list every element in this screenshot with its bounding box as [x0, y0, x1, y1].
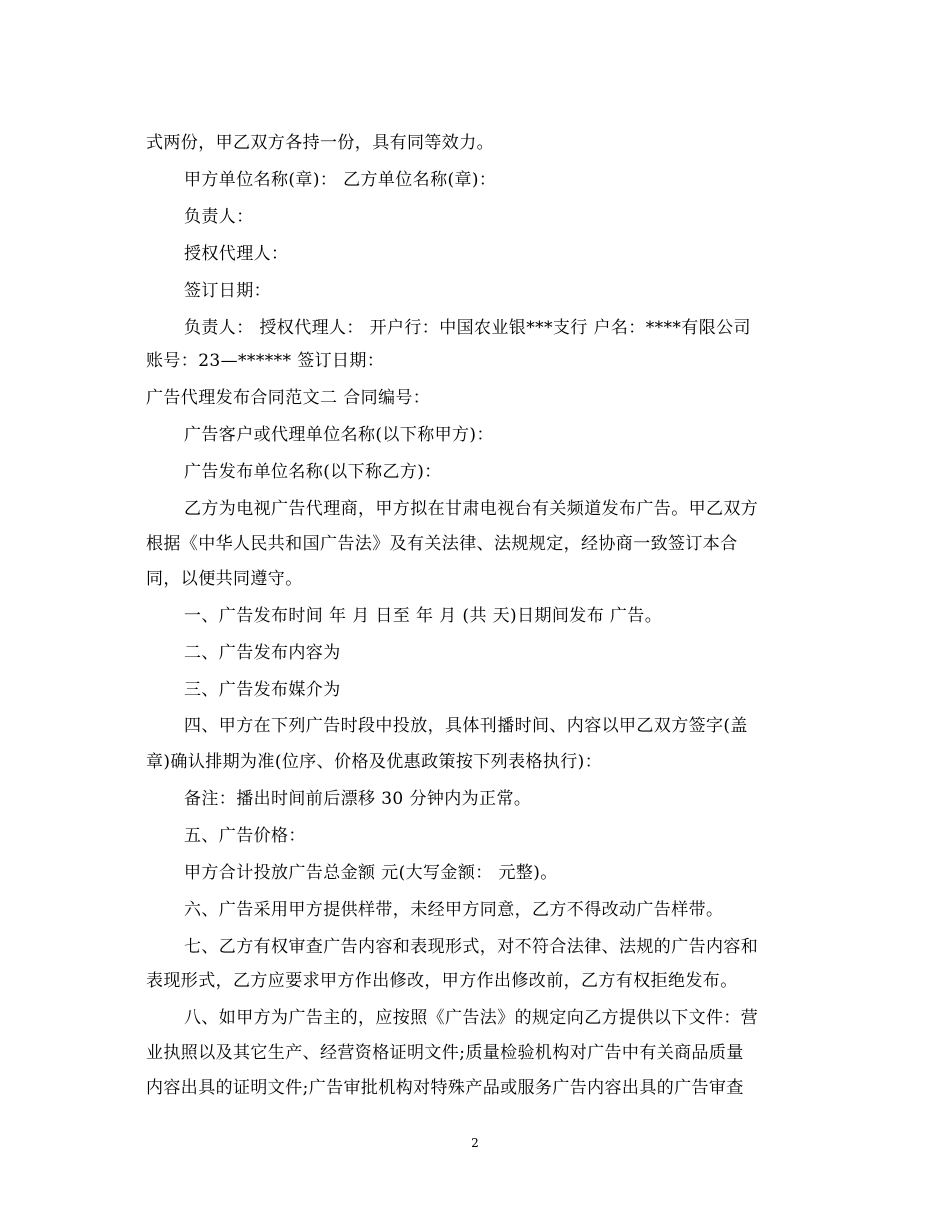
- text-line: 广告客户或代理单位名称(以下称甲方)：: [184, 425, 494, 445]
- text-line: 乙方为电视广告代理商，甲方拟在甘肃电视台有关频道发布广告。甲乙双方: [184, 499, 759, 519]
- text-line: 八、如甲方为广告主的，应按照《广告法》的规定向乙方提供以下文件：营: [184, 1008, 759, 1028]
- text-line: 式两份，甲乙双方各持一份，具有同等效力。: [146, 133, 494, 153]
- text-line: 账号：23—****** 签订日期：: [146, 351, 385, 371]
- text-line: 六、广告采用甲方提供样带，未经甲方同意，乙方不得改动广告样带。: [184, 900, 724, 920]
- text-line: 表现形式，乙方应要求甲方作出修改，甲方作出修改前，乙方有权拒绝发布。: [146, 971, 738, 991]
- text-line: 甲方合计投放广告总金额 元(大写金额： 元整)。: [184, 863, 558, 883]
- text-line: 章)确认排期为准(位序、价格及优惠政策按下列表格执行)：: [146, 752, 603, 772]
- text-line: 四、甲方在下列广告时段中投放，具体刊播时间、内容以甲乙双方签字(盖: [184, 716, 748, 736]
- text-line: 备注：播出时间前后漂移 30 分钟内为正常。: [184, 789, 532, 809]
- text-line: 同，以便共同遵守。: [146, 569, 303, 589]
- text-line: 负责人：: [184, 207, 254, 227]
- text-line: 根据《中华人民共和国广告法》及有关法律、法规规定，经协商一致签订本合: [146, 534, 738, 554]
- text-line: 签订日期：: [184, 281, 271, 301]
- text-line: 一、广告发布时间 年 月 日至 年 月 (共 天)日期间发布 广告。: [184, 606, 663, 626]
- text-line: 甲方单位名称(章)： 乙方单位名称(章)：: [184, 170, 497, 190]
- text-line: 负责人： 授权代理人： 开户行：中国农业银***支行 户名：****有限公司: [184, 318, 751, 338]
- text-line: 三、广告发布媒介为: [184, 680, 341, 700]
- page-number: 2: [471, 1136, 479, 1150]
- text-line: 广告发布单位名称(以下称乙方)：: [184, 462, 442, 482]
- text-line: 内容出具的证明文件;广告审批机构对特殊产品或服务广告内容出具的广告审查: [146, 1078, 744, 1098]
- text-line: 授权代理人：: [184, 244, 289, 264]
- text-line: 五、广告价格：: [184, 826, 306, 846]
- text-line: 七、乙方有权审查广告内容和表现形式，对不符合法律、法规的广告内容和: [184, 937, 759, 957]
- text-line: 广告代理发布合同范文二 合同编号：: [146, 388, 431, 408]
- text-line: 二、广告发布内容为: [184, 643, 341, 663]
- text-line: 业执照以及其它生产、经营资格证明文件;质量检验机构对广告中有关商品质量: [146, 1043, 744, 1063]
